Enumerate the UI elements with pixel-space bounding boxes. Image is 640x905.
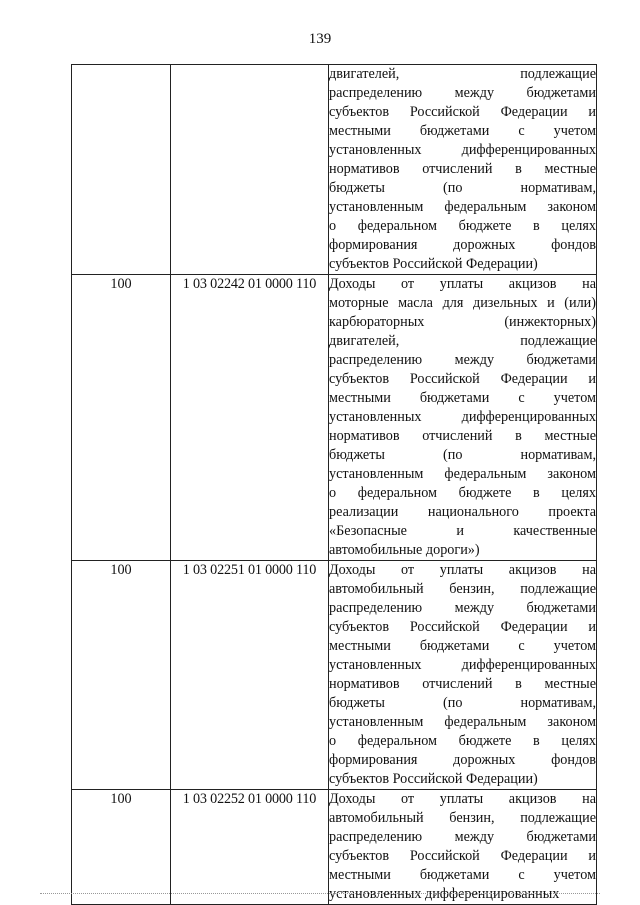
description-line: субъектов Российской Федерации и — [329, 848, 596, 864]
description-line: двигателей, подлежащие — [329, 66, 596, 82]
description-line: Доходы от уплаты акцизов на — [329, 791, 596, 807]
description-line: установленным федеральным законом — [329, 199, 596, 215]
description-line: субъектов Российской Федерации и — [329, 619, 596, 635]
description-line: установленных дифференцированных — [329, 409, 596, 425]
description-line: формирования дорожных фондов — [329, 237, 596, 253]
description-line: установленным федеральным законом — [329, 714, 596, 730]
description-line: местными бюджетами с учетом — [329, 390, 596, 406]
income-description-cell — [329, 275, 597, 561]
description-line: реализации национального проекта — [329, 504, 596, 520]
description-line: установленных дифференцированных — [329, 142, 596, 158]
description-line: местными бюджетами с учетом — [329, 638, 596, 654]
description-line: субъектов Российской Федерации) — [329, 771, 538, 787]
description-line: автомобильный бензин, подлежащие — [329, 581, 596, 597]
description-line: Доходы от уплаты акцизов на — [329, 276, 596, 292]
description-line: о федеральном бюджете в целях — [329, 485, 596, 501]
description-line: местными бюджетами с учетом — [329, 867, 596, 883]
description-line: распределению между бюджетами — [329, 85, 596, 101]
footer-rule — [40, 893, 600, 894]
table-row — [72, 65, 597, 275]
income-description-cell — [329, 65, 597, 275]
description-line: субъектов Российской Федерации и — [329, 371, 596, 387]
budget-code-cell: 1 03 02252 01 0000 110 — [171, 790, 329, 905]
income-description-cell — [329, 561, 597, 790]
description-line: о федеральном бюджете в целях — [329, 218, 596, 234]
description-line: субъектов Российской Федерации) — [329, 256, 538, 272]
description-line: распределению между бюджетами — [329, 600, 596, 616]
page-number: 139 — [308, 31, 332, 47]
description-line: нормативов отчислений в местные — [329, 428, 596, 444]
admin-code-cell: 100 — [72, 561, 171, 790]
description-line: моторные масла для дизельных и (или) — [329, 295, 596, 311]
table-row — [72, 275, 597, 561]
description-line: бюджеты (по нормативам, — [329, 180, 596, 196]
description-line: нормативов отчислений в местные — [329, 161, 596, 177]
budget-classification-table — [71, 64, 597, 905]
description-line: «Безопасные и качественные — [329, 523, 596, 539]
admin-code-cell: 100 — [72, 275, 171, 561]
budget-code-cell — [171, 65, 329, 275]
description-line: установленных дифференцированных — [329, 886, 560, 902]
description-line: распределению между бюджетами — [329, 829, 596, 845]
description-line: двигателей, подлежащие — [329, 333, 596, 349]
description-line: карбюраторных (инжекторных) — [329, 314, 596, 330]
description-line: установленных дифференцированных — [329, 657, 596, 673]
table-row — [72, 561, 597, 790]
description-line: автомобильные дороги») — [329, 542, 480, 558]
description-line: автомобильный бензин, подлежащие — [329, 810, 596, 826]
description-line: субъектов Российской Федерации и — [329, 104, 596, 120]
description-line: Доходы от уплаты акцизов на — [329, 562, 596, 578]
description-line: бюджеты (по нормативам, — [329, 695, 596, 711]
budget-code-cell: 1 03 02242 01 0000 110 — [171, 275, 329, 561]
admin-code-cell — [72, 65, 171, 275]
budget-code-cell: 1 03 02251 01 0000 110 — [171, 561, 329, 790]
admin-code-cell: 100 — [72, 790, 171, 905]
table-row — [72, 790, 597, 905]
description-line: бюджеты (по нормативам, — [329, 447, 596, 463]
description-line: распределению между бюджетами — [329, 352, 596, 368]
description-line: установленным федеральным законом — [329, 466, 596, 482]
income-description-cell — [329, 790, 597, 905]
description-line: формирования дорожных фондов — [329, 752, 596, 768]
description-line: нормативов отчислений в местные — [329, 676, 596, 692]
description-line: о федеральном бюджете в целях — [329, 733, 596, 749]
description-line: местными бюджетами с учетом — [329, 123, 596, 139]
